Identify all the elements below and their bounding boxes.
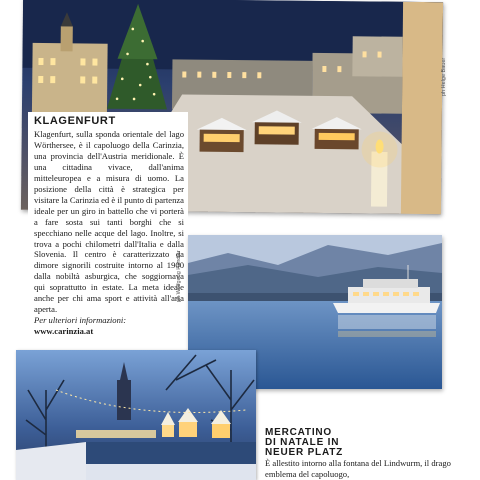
photo-neuer-platz-market-art bbox=[16, 350, 256, 480]
photo-credit: ph Helge Bauer bbox=[441, 57, 447, 96]
article-body-text: Klagenfurt, sulla sponda orientale del lago Wörthersee, è il capoluogo della Carinzia, una provincia dell'Austria meridionale. È una cittadina vivace, dall'anima mitteleuropea e a misura di uomo. La posizione della città è strategica per visitare la Carinzia ed è il punto di partenza ideale per un giro in battello che vi porterà a fare sosta sui tanti borghi che si specchiano nelle acque del lago. Inoltre, si trova a pochi chilometri dall'Italia e dalla Slovenia. Il centro è caratterizzato da dimore signorili costruite intorno al 1900 dalla nobiltà asburgica, che soggiornava qui soprattutto in estate. La meta ideale anche per chi ama sport e attività all'aria aperta. bbox=[34, 129, 184, 315]
article-title-line: NEUER PLATZ bbox=[265, 447, 344, 458]
website-link[interactable]: www.carinzia.at bbox=[34, 326, 94, 337]
article-title-line: DI NATALE IN bbox=[265, 437, 340, 448]
photo-credit: ph Wolfgang Handler bbox=[176, 250, 182, 302]
article-body: È allestito intorno alla fontana del Lindwurm, il drago emblema del capoluogo, bbox=[265, 458, 451, 479]
more-info-label: Per ulteriori informazioni: bbox=[34, 315, 127, 326]
article-title bbox=[265, 428, 465, 458]
photo-neuer-platz-market bbox=[16, 350, 256, 480]
article-title: KLAGENFURT bbox=[34, 115, 116, 127]
article-body bbox=[34, 129, 184, 337]
article-title-line: MERCATINO bbox=[265, 427, 333, 438]
